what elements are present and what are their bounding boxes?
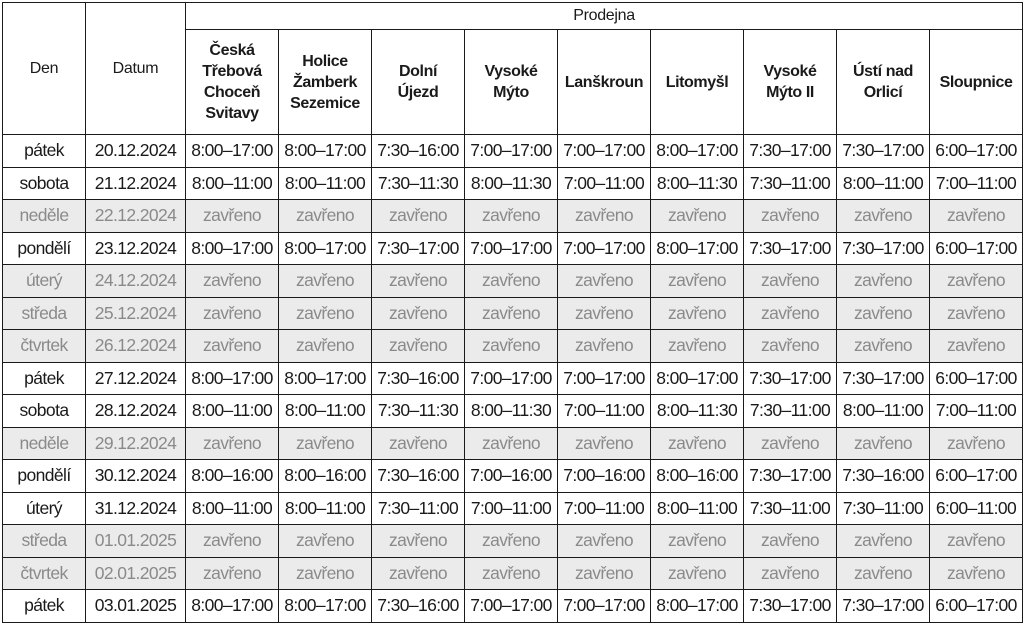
date-cell: 21.12.2024 — [86, 167, 186, 200]
date-cell: 26.12.2024 — [86, 330, 186, 363]
date-cell: 29.12.2024 — [86, 427, 186, 460]
hours-cell: zavřeno — [279, 557, 372, 590]
hours-cell: 7:00–17:00 — [558, 362, 651, 395]
header-store-line: Ústí nad — [853, 63, 913, 80]
hours-cell: 7:30–11:00 — [744, 492, 837, 525]
hours-cell: 7:30–17:00 — [744, 135, 837, 168]
hours-cell: 8:00–11:30 — [651, 167, 744, 200]
hours-cell: zavřeno — [744, 265, 837, 298]
table-row — [3, 427, 1023, 460]
header-store-line: Vysoké — [763, 63, 817, 80]
hours-cell: zavřeno — [465, 525, 558, 558]
hours-cell: zavřeno — [744, 525, 837, 558]
header-store-line: Orlicí — [863, 84, 903, 101]
hours-cell: 8:00–11:00 — [279, 395, 372, 428]
table-row — [3, 200, 1023, 233]
hours-cell: zavřeno — [186, 427, 279, 460]
hours-cell: zavřeno — [744, 557, 837, 590]
hours-cell: 8:00–17:00 — [279, 232, 372, 265]
hours-cell: zavřeno — [558, 330, 651, 363]
header-store — [279, 30, 372, 135]
hours-cell: 8:00–11:00 — [186, 395, 279, 428]
date-cell: 20.12.2024 — [86, 135, 186, 168]
hours-cell: 8:00–11:00 — [186, 167, 279, 200]
hours-cell: zavřeno — [651, 200, 744, 233]
hours-cell: zavřeno — [186, 297, 279, 330]
table-row — [3, 330, 1023, 363]
hours-cell: 8:00–17:00 — [279, 362, 372, 395]
hours-cell: zavřeno — [465, 330, 558, 363]
hours-cell: 7:00–16:00 — [465, 460, 558, 493]
hours-cell: zavřeno — [651, 557, 744, 590]
header-store — [837, 30, 930, 135]
hours-cell: zavřeno — [279, 525, 372, 558]
hours-cell: zavřeno — [186, 557, 279, 590]
hours-cell: 6:00–17:00 — [930, 460, 1023, 493]
table-row — [3, 167, 1023, 200]
day-cell: čtvrtek — [3, 557, 86, 590]
hours-cell: 7:00–11:00 — [930, 395, 1023, 428]
header-datum: Datum — [86, 3, 186, 135]
hours-cell: 7:00–11:00 — [558, 167, 651, 200]
header-store-line: Mýto II — [766, 84, 814, 101]
header-store-line: Svitavy — [205, 105, 259, 122]
day-cell: středa — [3, 525, 86, 558]
hours-cell: 6:00–17:00 — [930, 232, 1023, 265]
hours-cell: zavřeno — [651, 265, 744, 298]
table-row — [3, 135, 1023, 168]
hours-cell: zavřeno — [279, 297, 372, 330]
hours-cell: 8:00–11:00 — [279, 492, 372, 525]
header-store-line: Holice — [302, 52, 348, 70]
table-row — [3, 395, 1023, 428]
hours-cell: 7:30–11:30 — [372, 167, 465, 200]
hours-cell: zavřeno — [372, 297, 465, 330]
hours-cell: 7:30–17:00 — [744, 232, 837, 265]
hours-cell: zavřeno — [930, 557, 1023, 590]
hours-cell: 8:00–17:00 — [651, 590, 744, 623]
hours-cell: zavřeno — [558, 557, 651, 590]
hours-cell: zavřeno — [465, 200, 558, 233]
hours-cell: zavřeno — [372, 427, 465, 460]
hours-cell: 8:00–11:00 — [279, 167, 372, 200]
date-cell: 23.12.2024 — [86, 232, 186, 265]
hours-cell: 8:00–17:00 — [186, 232, 279, 265]
header-store-line: Sloupnice — [939, 73, 1013, 91]
header-prodejna: Prodejna — [186, 3, 1023, 30]
hours-cell: zavřeno — [558, 200, 651, 233]
hours-cell: 7:30–17:00 — [837, 232, 930, 265]
hours-cell: zavřeno — [837, 200, 930, 233]
hours-cell: 7:30–17:00 — [837, 135, 930, 168]
hours-cell: 8:00–11:00 — [186, 492, 279, 525]
header-store-line: Dolní — [399, 63, 437, 80]
header-store-line: Lanškroun — [564, 73, 644, 91]
hours-cell: zavřeno — [186, 200, 279, 233]
hours-cell: 8:00–16:00 — [186, 460, 279, 493]
hours-cell: 8:00–17:00 — [186, 135, 279, 168]
hours-cell: zavřeno — [279, 330, 372, 363]
header-store-line: Litomyšl — [665, 73, 729, 91]
hours-cell: 7:30–17:00 — [372, 232, 465, 265]
header-store — [744, 30, 837, 135]
day-cell: neděle — [3, 200, 86, 233]
hours-cell: zavřeno — [930, 200, 1023, 233]
hours-cell: 7:00–11:00 — [930, 167, 1023, 200]
hours-cell: zavřeno — [744, 297, 837, 330]
hours-cell: 7:30–11:30 — [372, 395, 465, 428]
hours-cell: 8:00–17:00 — [651, 135, 744, 168]
hours-cell: 7:00–11:00 — [558, 492, 651, 525]
hours-cell: zavřeno — [930, 330, 1023, 363]
header-store-line: Újezd — [397, 84, 439, 101]
hours-cell: 8:00–11:30 — [465, 167, 558, 200]
hours-cell: 8:00–11:00 — [837, 395, 930, 428]
table-row — [3, 232, 1023, 265]
hours-cell: zavřeno — [837, 557, 930, 590]
hours-cell: 8:00–11:30 — [651, 395, 744, 428]
hours-cell: zavřeno — [186, 265, 279, 298]
hours-cell: 7:00–17:00 — [558, 590, 651, 623]
hours-cell: 7:00–17:00 — [465, 590, 558, 623]
header-store — [930, 30, 1023, 135]
hours-cell: 8:00–17:00 — [186, 362, 279, 395]
hours-cell: 7:00–17:00 — [465, 232, 558, 265]
day-cell: neděle — [3, 427, 86, 460]
hours-cell: zavřeno — [558, 427, 651, 460]
header-store — [558, 30, 651, 135]
date-cell: 02.01.2025 — [86, 557, 186, 590]
hours-cell: zavřeno — [930, 427, 1023, 460]
hours-cell: 7:00–17:00 — [465, 362, 558, 395]
table-row — [3, 362, 1023, 395]
day-cell: sobota — [3, 167, 86, 200]
hours-cell: 6:00–17:00 — [930, 135, 1023, 168]
day-cell: čtvrtek — [3, 330, 86, 363]
header-store-line: Vysoké — [484, 63, 538, 80]
hours-cell: 7:30–16:00 — [372, 590, 465, 623]
date-cell: 31.12.2024 — [86, 492, 186, 525]
hours-cell: 7:30–16:00 — [372, 460, 465, 493]
date-cell: 24.12.2024 — [86, 265, 186, 298]
table-row — [3, 525, 1023, 558]
day-cell: sobota — [3, 395, 86, 428]
table-row — [3, 590, 1023, 623]
hours-cell: 7:30–16:00 — [372, 362, 465, 395]
hours-cell: 6:00–11:00 — [930, 492, 1023, 525]
hours-cell: 7:30–11:00 — [837, 492, 930, 525]
hours-cell: zavřeno — [744, 427, 837, 460]
hours-cell: zavřeno — [930, 297, 1023, 330]
hours-cell: 7:30–17:00 — [744, 460, 837, 493]
hours-cell: zavřeno — [930, 525, 1023, 558]
date-cell: 28.12.2024 — [86, 395, 186, 428]
hours-cell: zavřeno — [651, 297, 744, 330]
hours-cell: 7:00–11:00 — [558, 395, 651, 428]
hours-cell: zavřeno — [186, 330, 279, 363]
hours-cell: 7:30–11:00 — [744, 167, 837, 200]
hours-cell: zavřeno — [186, 525, 279, 558]
hours-cell: 7:30–16:00 — [837, 460, 930, 493]
hours-cell: zavřeno — [837, 330, 930, 363]
hours-cell: 7:00–17:00 — [558, 135, 651, 168]
date-cell: 27.12.2024 — [86, 362, 186, 395]
table-row — [3, 265, 1023, 298]
date-cell: 30.12.2024 — [86, 460, 186, 493]
hours-cell: 7:30–17:00 — [837, 590, 930, 623]
day-cell: pondělí — [3, 460, 86, 493]
hours-cell: 7:30–17:00 — [744, 590, 837, 623]
date-cell: 03.01.2025 — [86, 590, 186, 623]
hours-cell: 8:00–11:30 — [465, 395, 558, 428]
hours-cell: 8:00–11:00 — [651, 492, 744, 525]
hours-cell: zavřeno — [372, 557, 465, 590]
hours-cell: 7:00–17:00 — [465, 135, 558, 168]
hours-cell: zavřeno — [651, 525, 744, 558]
hours-cell: 7:00–11:00 — [465, 492, 558, 525]
header-store — [372, 30, 465, 135]
hours-cell: zavřeno — [465, 427, 558, 460]
opening-hours-table — [2, 2, 1023, 623]
hours-cell: zavřeno — [837, 297, 930, 330]
day-cell: pondělí — [3, 232, 86, 265]
hours-cell: 6:00–17:00 — [930, 590, 1023, 623]
hours-cell: 8:00–17:00 — [279, 590, 372, 623]
hours-cell: 7:00–16:00 — [558, 460, 651, 493]
hours-cell: zavřeno — [372, 525, 465, 558]
header-store-line: Mýto — [493, 84, 529, 101]
header-store-line: Žamberk — [293, 73, 357, 91]
hours-cell: 8:00–16:00 — [279, 460, 372, 493]
day-cell: pátek — [3, 590, 86, 623]
header-store-line: Choceň — [203, 84, 261, 101]
hours-cell: 8:00–17:00 — [651, 232, 744, 265]
table-row — [3, 492, 1023, 525]
hours-cell: 7:00–17:00 — [558, 232, 651, 265]
hours-cell: 8:00–11:00 — [837, 167, 930, 200]
hours-cell: zavřeno — [558, 265, 651, 298]
header-den: Den — [3, 3, 86, 135]
hours-cell: zavřeno — [372, 330, 465, 363]
day-cell: pátek — [3, 362, 86, 395]
hours-cell: 7:30–11:00 — [744, 395, 837, 428]
hours-cell: 8:00–17:00 — [651, 362, 744, 395]
hours-cell: zavřeno — [465, 557, 558, 590]
hours-cell: zavřeno — [279, 200, 372, 233]
header-store — [465, 30, 558, 135]
hours-cell: zavřeno — [558, 297, 651, 330]
date-cell: 22.12.2024 — [86, 200, 186, 233]
hours-cell: zavřeno — [837, 427, 930, 460]
day-cell: úterý — [3, 492, 86, 525]
hours-cell: 8:00–17:00 — [279, 135, 372, 168]
header-store-line: Sezemice — [290, 94, 360, 112]
header-store-line: Česká — [209, 42, 255, 59]
hours-cell: zavřeno — [651, 427, 744, 460]
hours-cell: zavřeno — [372, 200, 465, 233]
day-cell: úterý — [3, 265, 86, 298]
header-store-line: Třebová — [202, 63, 262, 80]
table-row — [3, 297, 1023, 330]
hours-cell: zavřeno — [465, 265, 558, 298]
hours-cell: 6:00–17:00 — [930, 362, 1023, 395]
table-row — [3, 557, 1023, 590]
hours-cell: 7:30–11:00 — [372, 492, 465, 525]
hours-cell: 7:30–16:00 — [372, 135, 465, 168]
hours-cell: zavřeno — [837, 525, 930, 558]
hours-cell: zavřeno — [744, 330, 837, 363]
hours-cell: zavřeno — [558, 525, 651, 558]
hours-cell: zavřeno — [930, 265, 1023, 298]
date-cell: 01.01.2025 — [86, 525, 186, 558]
day-cell: pátek — [3, 135, 86, 168]
header-store — [651, 30, 744, 135]
hours-cell: zavřeno — [744, 200, 837, 233]
hours-cell: zavřeno — [651, 330, 744, 363]
date-cell: 25.12.2024 — [86, 297, 186, 330]
hours-cell: 7:30–17:00 — [744, 362, 837, 395]
hours-cell: zavřeno — [279, 265, 372, 298]
hours-cell: 8:00–16:00 — [651, 460, 744, 493]
header-store — [186, 30, 279, 135]
day-cell: středa — [3, 297, 86, 330]
hours-cell: zavřeno — [279, 427, 372, 460]
hours-cell: 8:00–17:00 — [186, 590, 279, 623]
hours-cell: zavřeno — [465, 297, 558, 330]
hours-cell: 7:30–17:00 — [837, 362, 930, 395]
table-row — [3, 460, 1023, 493]
hours-cell: zavřeno — [372, 265, 465, 298]
hours-cell: zavřeno — [837, 265, 930, 298]
